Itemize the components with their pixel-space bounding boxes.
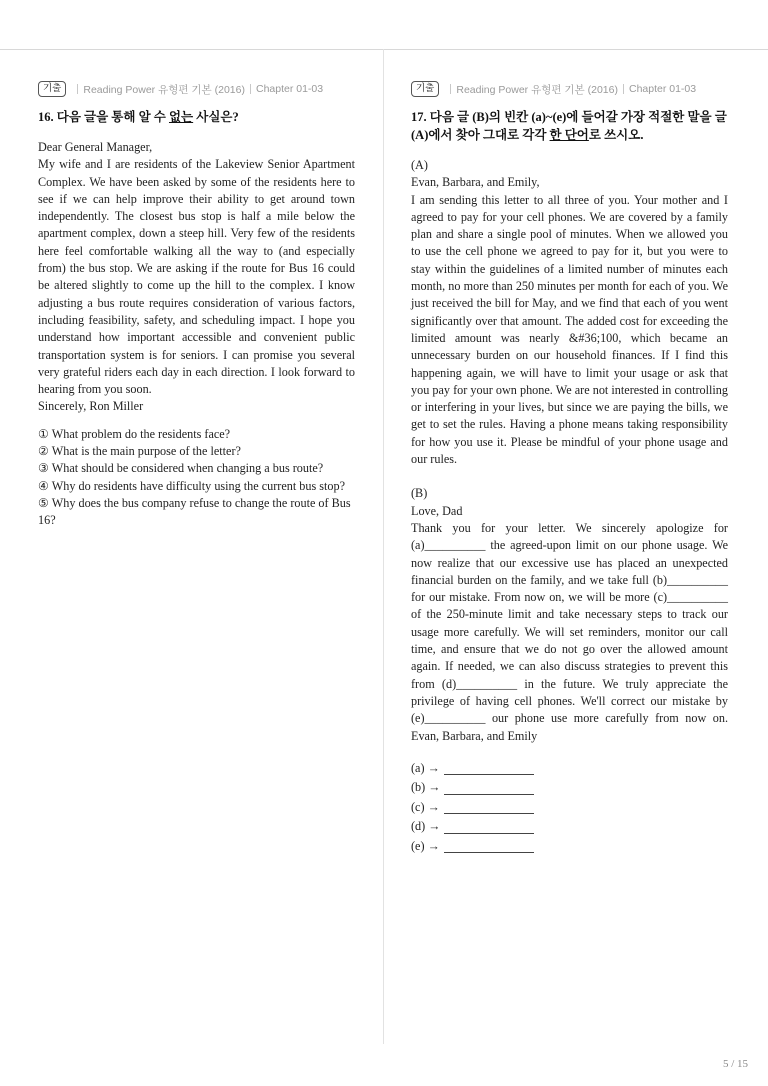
letter-b-body: Thank you for your letter. We sincerely apologize for (a)__________ the agreed-upon limit on our phone usage. We now realize that our excessive use has placed an unexpected financial burden on the family, and we take full (b)__________ for our mistake. From now on, we will be more (c)__________ of the 250-minute limit and take necessary steps to track our usage more carefully. We will set reminders, monitor our call time, and ensure that we do not go over the allowed amount again. If needed, we can also discuss strategies to prevent this from (d)__________ in the future. We truly appreciate the privilege of having cell phones. We'll correct our mistake by (e)__________ our phone use more carefully from now on. Evan, Barbara, and Emily [411,520,728,743]
answer-blank[interactable] [444,801,534,814]
column-divider [383,49,384,1044]
letter-passage [38,139,355,416]
separator [250,84,251,94]
answer-label: (d) → [411,819,441,834]
source-text: Reading Power 유형편 기본 (2016) [456,83,618,96]
header-rule [0,49,768,50]
choice-3[interactable]: ③ What should be considered when changing a bus route? [38,461,324,476]
page-number: 5 / 15 [722,1058,748,1070]
separator [450,84,451,94]
answer-label: (e) → [411,838,440,853]
answer-blank[interactable] [444,840,534,853]
letter-greeting: Dear General Manager, [38,140,153,154]
answer-line-c [411,798,728,818]
source-line [38,80,355,98]
separator [77,84,78,94]
answer-blank[interactable] [444,782,534,795]
question-16-column [38,80,355,530]
answer-line-a [411,759,728,779]
source-text: Reading Power 유형편 기본 (2016) [83,83,245,96]
question-text-pre: 다음 글을 통해 알 수 [56,110,169,124]
question-emphasis: 한 단어 [549,128,589,142]
answer-blank[interactable] [444,821,534,834]
section-b-label: (B) [411,486,428,501]
choice-5[interactable]: ⑤ Why does the bus company refuse to change the route of Bus 16? [38,495,351,528]
question-title [411,108,728,144]
question-line-2-pre: (A)에서 찾아 그대로 각각 [411,128,550,142]
exam-tag: 기출 [38,81,66,97]
chapter-text: Chapter 01-03 [255,83,324,95]
answer-label: (a) → [411,760,440,775]
answer-label: (c) → [411,799,440,814]
chapter-text: Chapter 01-03 [628,83,697,95]
letter-signature: Sincerely, Ron Miller [38,399,144,414]
answer-label: (b) → [411,780,441,795]
source-line [411,80,728,98]
choice-4[interactable]: ④ Why do residents have difficulty using the current bus stop? [38,478,345,493]
question-line-1: 다음 글 (B)의 빈칸 (a)~(e)에 들어갈 가장 적절한 말을 글 [429,110,727,124]
answer-line-e [411,837,728,857]
letter-a [411,157,728,745]
letter-a-body: I am sending this letter to all three of you. Your mother and I agreed to pay for your cell phones. We are covered by a family plan and share a single pool of minutes. When we allowed you to use the cell phone we agreed to pay for it, but you were to stay within the guidelines of a limited number of minutes each month, no more than 250 minutes per month for each of you. We just received the bill for May, and we find that each of you went significantly over that amount. The added cost for exceeding the limited amount was nearly &#36;100, which became an unnecessary burden on our household finances. If I find this happening again, we will have to limit your usage or ask that you pay for your own phone. We are not interested in controlling or interfering in your lives, but since we are paying the bills, we get to set the rules. Having a phone means taking responsibility for how you use it. Please be mindful of your phone usage and our rules. [411,192,728,467]
question-number: 16. [38,110,54,124]
question-text-post: 사실은? [193,110,239,124]
choice-1[interactable]: ① What problem do the residents face? [38,426,231,441]
letter-body: My wife and I are residents of the Lakeview Senior Apartment Complex. We have been asked by some of the residents here to see if we can help improve their ability to get around town independently. The closest bus stop is half a mile below the apartment complex, down a steep hill. Very few of the residents here feel comfortable walking all the way to (and especially from) the bus stop. We are asking if the route for Bus 16 could be altered slightly to come up the hill to the complex. I know adjusting a bus route requires consideration of various factors, including feasibility, safety, and scheduling impact. I hope you understand how important accessible and convenient public transportation system is for seniors. I can promise you several very grateful riders each day in each direction. I look forward to hearing from you soon. [38,157,355,397]
exam-tag: 기출 [411,81,439,97]
question-number: 17. [411,110,427,124]
question-17-column [411,80,728,856]
answer-choices [38,426,355,530]
question-emphasis: 없는 [168,110,194,124]
letter-a-greeting: Evan, Barbara, and Emily, [411,175,540,190]
choice-2[interactable]: ② What is the main purpose of the letter? [38,444,241,459]
question-title [38,108,355,126]
letter-b-signoff: Love, Dad [411,503,463,518]
separator [623,84,624,94]
answer-line-d [411,817,728,837]
answer-blanks [411,759,728,857]
question-line-2-post: 로 쓰시오. [588,128,644,142]
answer-line-b [411,778,728,798]
section-a-label: (A) [411,158,428,172]
answer-blank[interactable] [444,762,534,775]
